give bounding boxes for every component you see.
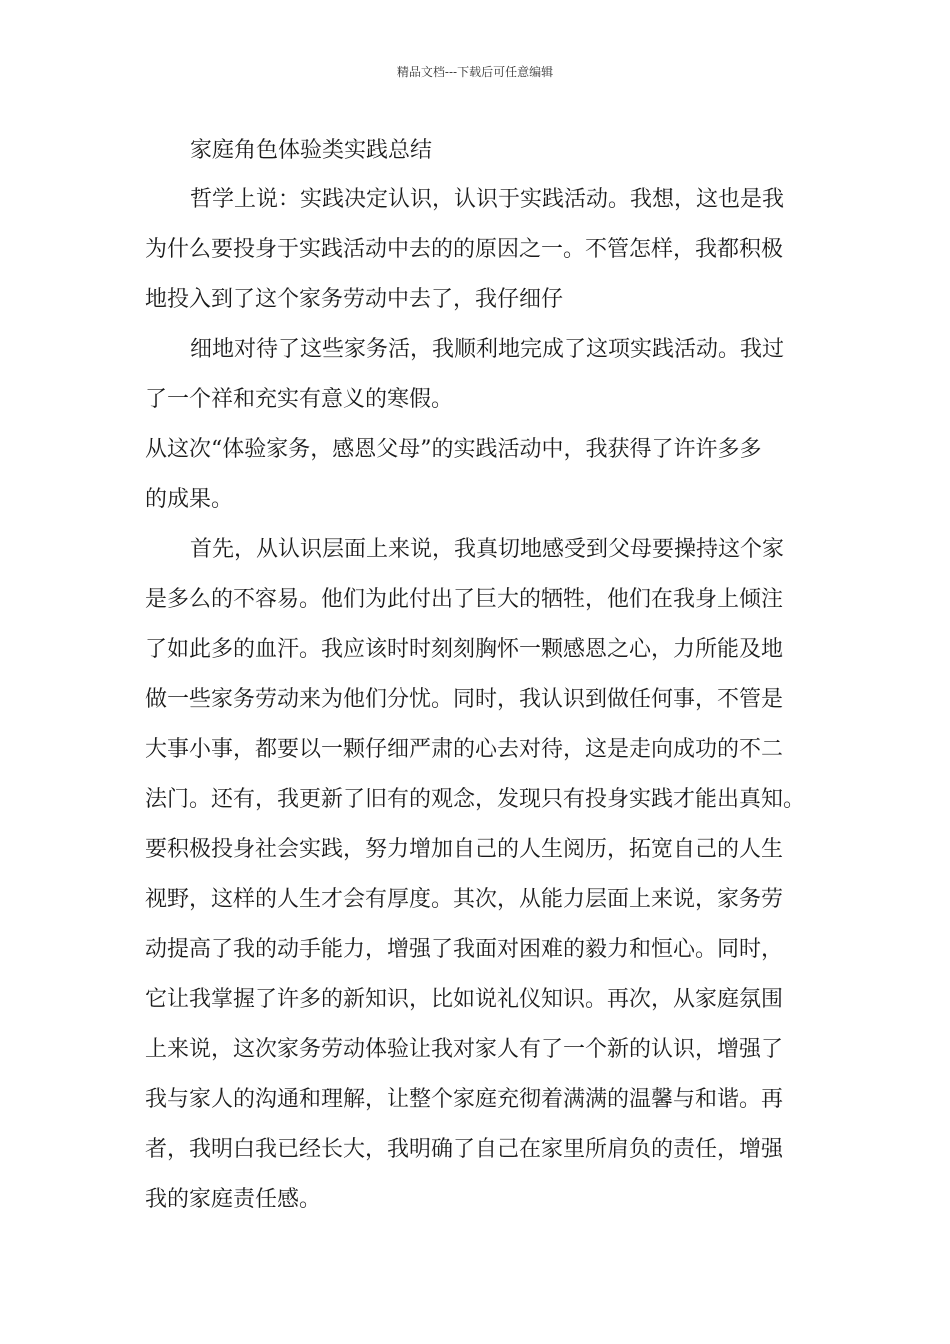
text-line: 了一个祥和充实有意义的寒假。 bbox=[145, 387, 454, 412]
text-line: 做一些家务劳动来为他们分忧。同时，我认识到做任何事，不管是 bbox=[145, 687, 784, 712]
text-line: 是多么的不容易。他们为此付出了巨大的牺牲，他们在我身上倾注 bbox=[145, 587, 784, 612]
text-line: 从这次“体验家务，感恩父母”的实践活动中，我获得了许许多多 bbox=[145, 437, 762, 462]
text-line: 动提高了我的动手能力，增强了我面对困难的毅力和恒心。同时， bbox=[145, 937, 784, 962]
text-line: 了如此多的血汗。我应该时时刻刻胸怀一颗感恩之心，力所能及地 bbox=[145, 637, 784, 662]
text-line: 细地对待了这些家务活，我顺利地完成了这项实践活动。我过 bbox=[190, 337, 785, 362]
document-title: 家庭角色体验类实践总结 bbox=[190, 138, 433, 163]
text-line: 者，我明白我已经长大，我明确了自己在家里所肩负的责任，增强 bbox=[145, 1137, 784, 1162]
page-header: 精品文档---下载后可任意编辑 bbox=[396, 65, 554, 79]
text-line: 我的家庭责任感。 bbox=[145, 1187, 322, 1212]
text-line: 地投入到了这个家务劳动中去了，我仔细仔 bbox=[145, 287, 564, 312]
text-line: 的成果。 bbox=[145, 487, 234, 512]
text-line: 视野，这样的人生才会有厚度。其次，从能力层面上来说，家务劳 bbox=[145, 887, 784, 912]
text-line: 要积极投身社会实践，努力增加自己的人生阅历，拓宽自己的人生 bbox=[145, 837, 784, 862]
text-line: 法门。还有，我更新了旧有的观念，发现只有投身实践才能出真知。 bbox=[145, 787, 806, 812]
text-line: 大事小事，都要以一颗仔细严肃的心去对待，这是走向成功的不二 bbox=[145, 737, 784, 762]
text-line: 哲学上说：实践决定认识，认识于实践活动。我想，这也是我 bbox=[190, 187, 785, 212]
text-line: 我与家人的沟通和理解，让整个家庭充彻着满满的温馨与和谐。再 bbox=[145, 1087, 784, 1112]
text-line: 它让我掌握了许多的新知识，比如说礼仪知识。再次，从家庭氛围 bbox=[145, 987, 784, 1012]
text-line: 首先，从认识层面上来说，我真切地感受到父母要操持这个家 bbox=[190, 537, 785, 562]
text-line: 为什么要投身于实践活动中去的的原因之一。不管怎样，我都积极 bbox=[145, 237, 784, 262]
text-line: 上来说，这次家务劳动体验让我对家人有了一个新的认识，增强了 bbox=[145, 1037, 784, 1062]
